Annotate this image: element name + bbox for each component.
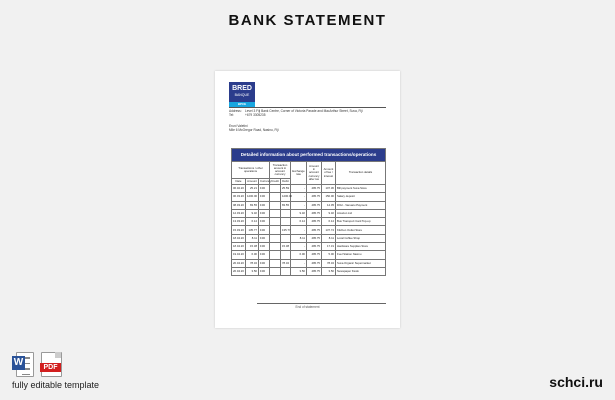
table-cell [270,209,281,217]
table-cell: 6.00 [246,251,259,259]
table-row [232,267,386,275]
table-cell: Local Coffee Shop [336,234,386,242]
table-cell [270,193,281,201]
table-cell: 135.77 [281,226,291,234]
bank-info [229,109,389,117]
table-cell: - [291,193,307,201]
table-row [232,201,386,209]
table-cell [281,267,291,275]
table-cell: 150.00 [322,193,336,201]
header-divider [229,107,386,108]
table-cell: 3.50 [291,267,307,275]
table-cell: 83.55 [246,201,259,209]
table-cell: - [291,185,307,193]
address-value: Level 3 Fiji Bank Centre, Corner of Victoria Parade and MacArthur Street, Suva, Fiji [245,109,363,113]
logo-stripe: BPCE [229,102,255,107]
table-row [232,193,386,201]
table-cell: 495.75 [307,259,322,267]
table-cell: FJD [259,185,270,193]
table-cell [270,226,281,234]
table-cell: FJD [259,259,270,267]
table-cell: 15.03.20 [232,226,246,234]
table-cell: 3.50 [322,267,336,275]
table-cell: Suva Organic Supermarket [336,259,386,267]
logo-sub: BANQUE [234,93,250,97]
table-cell: - [291,201,307,209]
table-cell: 78.32 [322,259,336,267]
table-cell: FJD [259,201,270,209]
word-doc-icon [12,351,34,377]
word-badge: W [13,357,24,368]
table-row [232,251,386,259]
table-cell: 137.74 [322,226,336,234]
table-cell [270,218,281,226]
table-cell [281,234,291,242]
table-cell: Salary deposit [336,193,386,201]
table-cell: FJD [259,251,270,259]
table-cell: Amazon Ltd [336,209,386,217]
tel-key: Tel: [229,113,234,118]
document-footer: End of statement [295,305,320,309]
table-cell: 495.75 [307,243,322,251]
header-amount-after-tax: Amount in account currency after tax [307,162,322,185]
table-cell: 1200.00 [246,193,259,201]
table-cell: 495.75 [307,267,322,275]
header-transactions: Transactions / other operations [232,162,270,179]
client-name: Eruni Valetini [229,124,248,128]
table-cell: - [291,226,307,234]
table-cell [270,234,281,242]
table-cell: - [291,243,307,251]
logo-name: BRED [232,85,252,92]
table-cell [281,251,291,259]
table-row [232,209,386,217]
table-cell: 9.32 [322,209,336,217]
table-cell: 495.75 [307,226,322,234]
table-cell: FJD [259,243,270,251]
table-cell: 3.50 [246,267,259,275]
table-cell: 8.11 [322,234,336,242]
table-caption: Detailed information about performed transactions/operations [232,149,386,162]
subheader-date: Date [232,179,246,185]
table-cell [270,259,281,267]
table-cell: FJD [259,267,270,275]
table-cell: Fuel Station Nasinu [336,251,386,259]
table-cell: 12.03.20 [232,209,246,217]
header-details: Transaction details [336,162,386,185]
table-cell: 8.11 [246,234,259,242]
table-cell: 83.55 [281,201,291,209]
table-cell: 17.31 [322,243,336,251]
table-cell [270,201,281,209]
table-cell [270,243,281,251]
table-row [232,218,386,226]
table-cell: 78.32 [281,259,291,267]
header-exchange-rate: Exchange rate [291,162,307,185]
subheader-credit: Credit [271,178,279,183]
subheader-debit: Debit [282,178,289,183]
header-amount-account-currency: Transaction amount in account currency [270,162,291,179]
table-row [232,259,386,267]
table-cell: 15.38 [281,243,291,251]
table-cell: - [291,259,307,267]
table-cell: 25.21 [246,185,259,193]
table-cell: 495.75 [307,209,322,217]
table-cell: FJD [259,234,270,242]
table-cell: 495.75 [307,234,322,242]
client-info [229,124,279,132]
table-cell [281,209,291,217]
table-cell: 18.04.20 [232,234,246,242]
table-cell: 18.04.20 [232,243,246,251]
table-cell: 06.03.20 [232,193,246,201]
table-cell: 13.03.20 [232,218,246,226]
table-row [232,243,386,251]
table-cell: Bus Transport Card Top-up [336,218,386,226]
table-cell: 15.38 [246,243,259,251]
caption-text: fully editable template [12,380,100,390]
table-cell: 135.77 [246,226,259,234]
table-cell: 78.32 [246,259,259,267]
table-cell: 495.75 [307,193,322,201]
table-cell: 19.04.20 [232,251,246,259]
table-cell: 6.14 [291,218,307,226]
table-row [232,226,386,234]
format-icons [12,351,62,377]
table-cell: 107.36 [322,185,336,193]
table-cell: 14.05 [322,201,336,209]
table-cell: 08.03.20 [232,201,246,209]
header-fee: Amount of fee / interest [322,162,336,185]
subheader-amount: Amount [247,178,257,183]
table-cell: 6.00 [291,251,307,259]
table-cell: 20.04.20 [232,259,246,267]
transactions-table [231,148,386,276]
table-cell: 495.75 [307,201,322,209]
table-cell: 25.59 [281,185,291,193]
table-cell: FJD [259,218,270,226]
bank-logo [229,82,255,107]
table-cell: Kitchen Outlet Store [336,226,386,234]
table-cell: FJD [259,226,270,234]
pdf-badge: PDF [40,363,61,372]
table-cell: Hardware Supplies Store [336,243,386,251]
page-title: BANK STATEMENT [228,12,387,29]
pdf-file-icon [40,351,62,377]
table-cell: FJD [259,193,270,201]
subheader-currency: Currency [260,178,272,183]
table-cell: 1200.00 [281,193,291,201]
address-key: Address: [229,109,242,113]
table-cell: 6.14 [246,218,259,226]
table-cell: 9.32 [291,209,307,217]
table-cell: 495.75 [307,185,322,193]
table-cell: Newspaper Kiosk [336,267,386,275]
table-body [232,185,386,276]
footer-divider [257,303,386,304]
table-cell: 6.14 [322,218,336,226]
table-cell: 9.32 [246,209,259,217]
table-cell: 5.00 [322,251,336,259]
table-cell: 495.75 [307,218,322,226]
statement-document [215,71,400,328]
table-row [232,234,386,242]
table-cell: FJD [259,209,270,217]
table-cell [281,218,291,226]
table-cell: 495.75 [307,251,322,259]
table-cell [270,251,281,259]
table-cell: 8.11 [291,234,307,242]
table-row [232,185,386,193]
table-cell: 06.02.20 [232,185,246,193]
site-name: schci.ru [549,374,603,390]
table-cell: Bill payment Suva Store [336,185,386,193]
table-cell [270,267,281,275]
table-cell [270,185,281,193]
tel-value: +679 3305235 [245,113,266,118]
table-cell: 20.04.20 [232,267,246,275]
client-address: Mile 6 McGregor Road, Nasinu, Fiji [229,128,279,133]
table-cell: DIGI - Vanuatu Payment [336,201,386,209]
